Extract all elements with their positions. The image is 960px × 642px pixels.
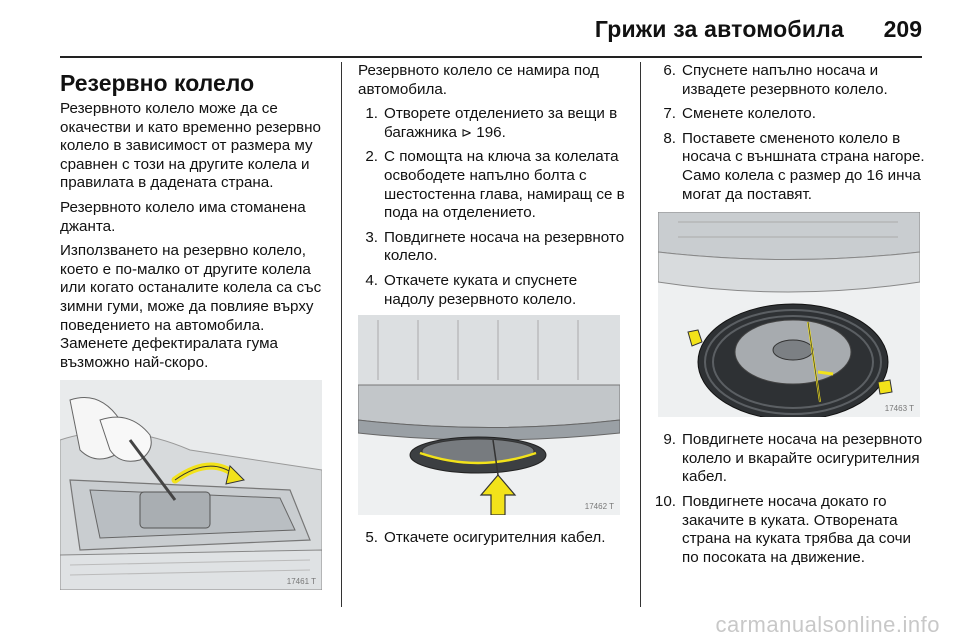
spare-wheel-carrier-drawing — [658, 212, 920, 417]
illustration-spare-wheel-carrier — [658, 212, 920, 417]
figure-code: 17462 T — [584, 502, 614, 512]
column-2 — [358, 62, 628, 554]
trunk-compartment-drawing — [60, 380, 322, 590]
section-heading: Резервно колело — [60, 70, 255, 96]
step-8: 8. Поставете смененото колело в носача с външната страна нагоре. Само колела с размер до 16 инча могат да поставят. — [663, 129, 925, 203]
column-3 — [654, 62, 928, 573]
paragraph-1: Резервното колело може да се окачестви и като временно резервно колело в зависимост от размера му сравнен с този на другите колела и правилата в дадената страна. — [60, 100, 321, 192]
step-10: 10. Повдигнете носача докато го закачите в куката. Отворената страна на куката трябва да сочи по посоката на движение. — [654, 492, 912, 566]
figure-code: 17461 T — [286, 577, 316, 587]
header-divider — [60, 56, 922, 58]
intro-text: Резервното колело се намира под автомобила. — [358, 62, 600, 98]
illustration-trunk-compartment — [60, 380, 322, 590]
step-3: 3. Повдигнете носача на резервното колело. — [365, 228, 625, 265]
step-6: 6. Спуснете напълно носача и извадете резервното колело. — [663, 62, 888, 98]
arrow-ref-icon: ⊳ — [461, 124, 473, 140]
paragraph-3: Използването на резервно колело, което е по-малко от другите колела или когато останалите колела са със зимни гуми, може да повлияе върху поведението на автомобила. Заменете дефектиралата гума възможно най-скоро. — [60, 242, 322, 371]
step-4: 4. Откачете куката и спуснете надолу резервното колело. — [365, 271, 578, 308]
column-divider-2 — [640, 62, 641, 607]
column-1 — [60, 62, 330, 590]
step-2: 2. С помощта на ключа за колелата освободете напълно болта с шестостенна глава, намиращ се в пода на отделението. — [365, 148, 625, 222]
illustration-spare-wheel-under-vehicle — [358, 315, 620, 515]
step-5: 5. Откачете осигурителния кабел. — [365, 529, 606, 547]
column-divider-1 — [341, 62, 342, 607]
figure-code: 17463 T — [884, 404, 914, 414]
paragraph-2: Резервното колело има стоманена джанта. — [60, 198, 306, 235]
step-7: 7. Сменете колелото. — [663, 105, 816, 123]
chapter-title: Грижи за автомобила — [594, 16, 844, 42]
page-header — [0, 0, 960, 56]
watermark: carmanualsonline.info — [715, 612, 940, 637]
spare-wheel-lowering-drawing — [358, 315, 620, 515]
step-9: 9. Повдигнете носача на резервното колело и вкарайте осигурителния кабел. — [663, 431, 923, 486]
page-number: 209 — [883, 16, 922, 42]
step-1: 1. Отворете отделението за вещи в багажника ⊳ 196. — [365, 105, 618, 141]
